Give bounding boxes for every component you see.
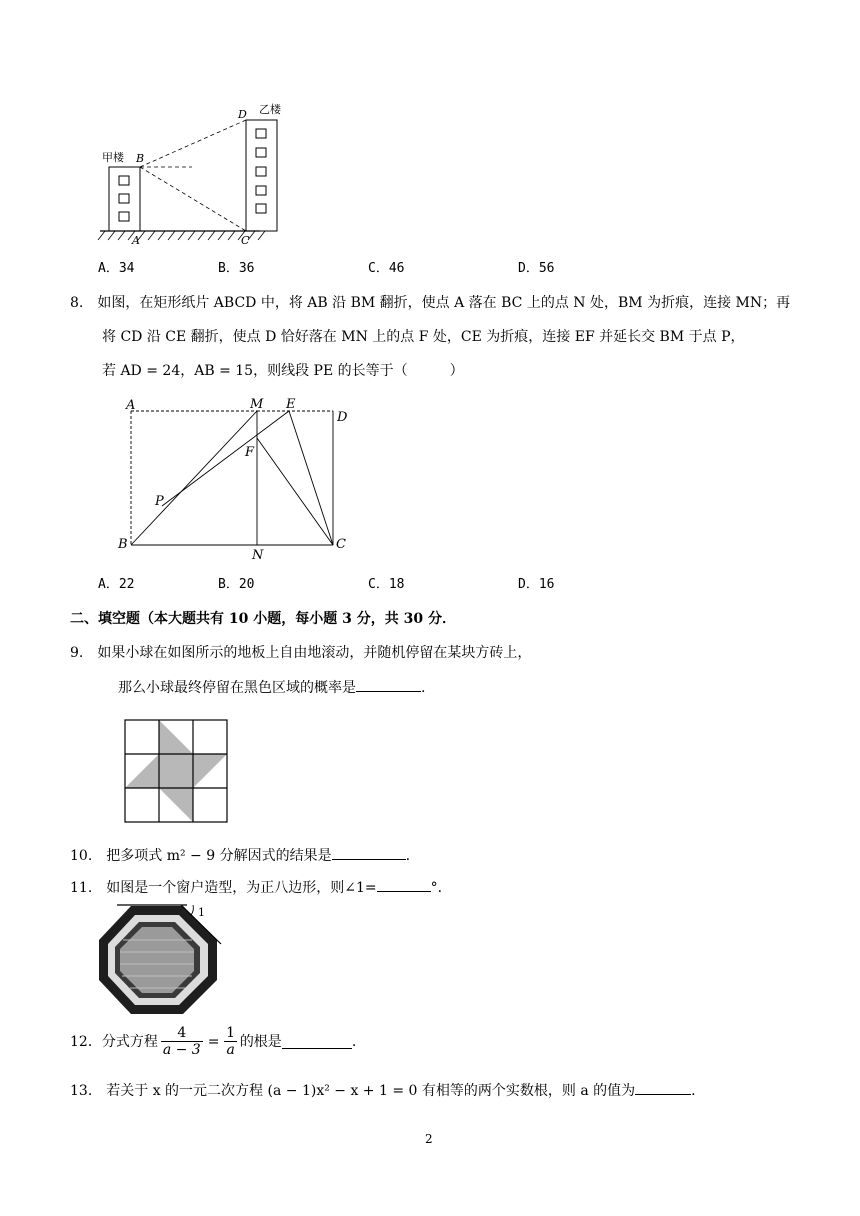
section-heading: 二、填空题（本大题共有 10 小题，每小题 3 分，共 30 分． bbox=[70, 611, 456, 627]
svg-text:D: D bbox=[337, 410, 348, 425]
figure-buildings bbox=[95, 100, 281, 250]
q8-line1: 8. 如图，在矩形纸片 ABCD 中，将 AB 沿 BM 翻折，使点 A 落在 BC 上的点 N 处，BM 为折痕，连接 MN；再 bbox=[70, 295, 791, 311]
figure-octagon-window bbox=[95, 900, 230, 1020]
svg-text:A: A bbox=[126, 398, 136, 413]
page-number: 2 bbox=[425, 1132, 433, 1146]
svg-text:A: A bbox=[132, 234, 140, 247]
label-yi: 乙楼 bbox=[259, 103, 281, 116]
q9-line2: 那么小球最终停留在黑色区域的概率是 . bbox=[118, 677, 425, 698]
q8-option-a: A．22 bbox=[98, 577, 135, 592]
q13: 13. 若关于 x 的一元二次方程 (a − 1)x² − x + 1 = 0 有相等的两个实数根，则 a 的值为 . bbox=[70, 1080, 696, 1101]
q7-option-a: A．34 bbox=[98, 261, 135, 276]
svg-text:B: B bbox=[136, 152, 145, 165]
q8-line3: 若 AD = 24，AB = 15，则线段 PE 的长等于（ ） bbox=[102, 363, 464, 379]
svg-text:C: C bbox=[241, 234, 250, 247]
q8-option-c: C．18 bbox=[368, 577, 405, 592]
fraction-left: $\frac{4}{a - 3}$ bbox=[162, 1025, 201, 1058]
svg-text:N: N bbox=[252, 548, 264, 563]
q11: 11. 如图是一个窗户造型，为正八边形，则∠1= °． bbox=[70, 877, 452, 898]
svg-text:C: C bbox=[336, 537, 346, 552]
svg-text:M: M bbox=[250, 397, 264, 412]
q8-option-b: B．20 bbox=[218, 577, 255, 592]
q12: 12．分式方程 $\frac{4}{a - 3}$ = $\frac{1}{a}$ 的根是 . bbox=[70, 1025, 357, 1058]
svg-text:D: D bbox=[238, 108, 247, 121]
svg-text:E: E bbox=[286, 397, 296, 412]
figure-rectangle-fold bbox=[112, 393, 362, 563]
answer-blank bbox=[282, 1034, 352, 1049]
answer-blank bbox=[356, 677, 421, 692]
q9-line1: 9. 如果小球在如图所示的地板上自由地滚动，并随机停留在某块方砖上， bbox=[70, 645, 532, 661]
q7-option-b: B．36 bbox=[218, 261, 255, 276]
answer-blank bbox=[635, 1080, 691, 1095]
figure-tile-floor bbox=[123, 718, 233, 824]
svg-text:F: F bbox=[245, 445, 255, 460]
q8-line2: 将 CD 沿 CE 翻折，使点 D 恰好落在 MN 上的点 F 处，CE 为折痕，连接 EF 并延长交 BM 于点 P， bbox=[102, 329, 745, 345]
q8-option-d: D．16 bbox=[518, 577, 555, 592]
fraction-right: $\frac{1}{a}$ bbox=[226, 1025, 236, 1058]
q10: 10. 把多项式 m² − 9 分解因式的结果是 . bbox=[70, 845, 410, 866]
q7-option-d: D．56 bbox=[518, 261, 555, 276]
label-jia: 甲楼 bbox=[102, 151, 124, 164]
q7-option-c: C．46 bbox=[368, 261, 405, 276]
svg-text:B: B bbox=[118, 537, 128, 552]
answer-blank bbox=[377, 877, 431, 892]
svg-text:P: P bbox=[155, 494, 164, 509]
angle-label: 1 bbox=[198, 906, 205, 919]
answer-blank bbox=[332, 845, 406, 860]
